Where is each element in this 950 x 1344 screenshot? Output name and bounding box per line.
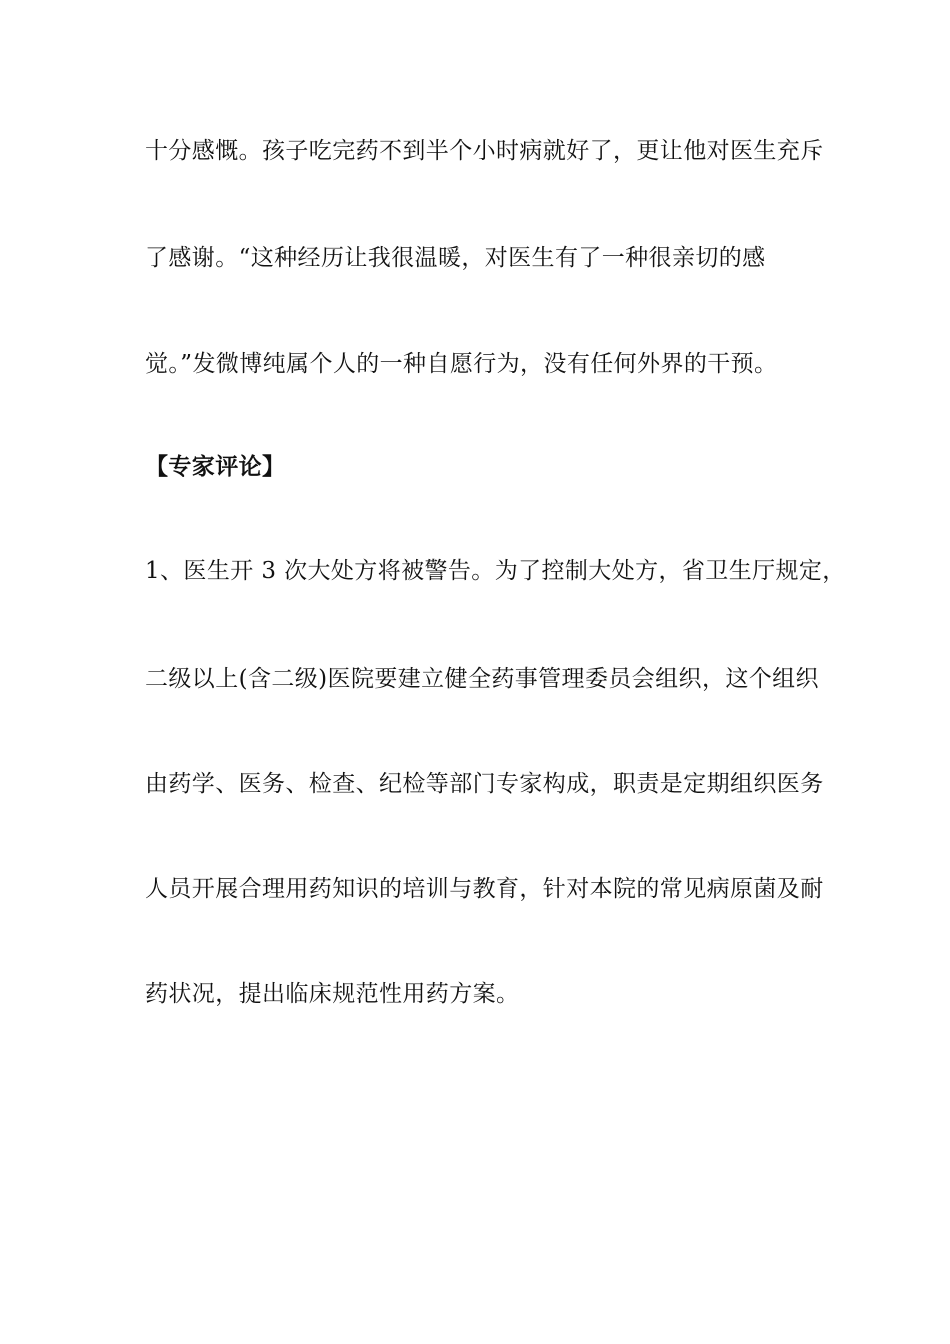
paragraph-line: 十分感慨。孩子吃完药不到半个小时病就好了，更让他对医生充斥 (145, 138, 824, 164)
paragraph-line: 人员开展合理用药知识的培训与教育，针对本院的常见病原菌及耐 (145, 876, 824, 902)
paragraph-line: 二级以上(含二级)医院要建立健全药事管理委员会组织，这个组织 (145, 666, 819, 692)
paragraph-line: 1、医生开 3 次大处方将被警告。为了控制大处方，省卫生厅规定， (145, 558, 846, 584)
section-heading: 【专家评论】 (145, 454, 286, 480)
paragraph-line: 由药学、医务、检查、纪检等部门专家构成，职责是定期组织医务 (145, 771, 824, 797)
paragraph-line: 觉。”发微博纯属个人的一种自愿行为，没有任何外界的干预。 (145, 351, 778, 377)
paragraph-line: 了感谢。“这种经历让我很温暖，对医生有了一种很亲切的感 (145, 245, 766, 271)
paragraph-line: 药状况，提出临床规范性用药方案。 (145, 981, 520, 1007)
